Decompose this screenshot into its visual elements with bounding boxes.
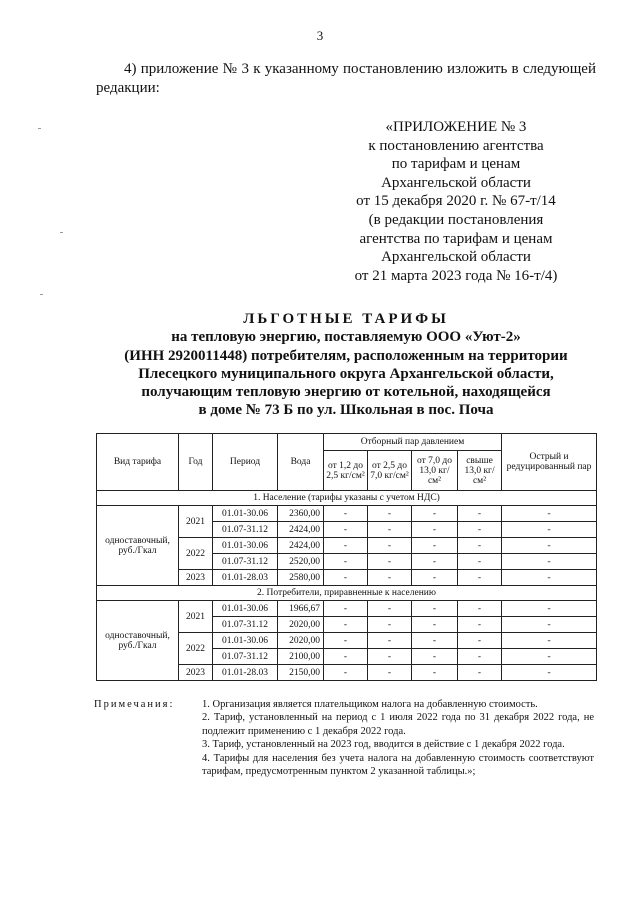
appendix-line: «ПРИЛОЖЕНИЕ № 3 [385,119,527,135]
appendix-line: к постановлению агентства [368,137,544,154]
empty-value-cell: - [412,522,458,538]
empty-value-cell: - [412,554,458,570]
note-item: 3. Тариф, установленный на 2023 год, вводится в действие с 1 декабря 2022 года. [202,739,565,751]
page-number: 3 [316,28,324,43]
empty-value-cell: - [458,538,502,554]
period-cell: 01.01-30.06 [213,506,278,522]
empty-value-cell: - [502,570,597,586]
year-cell: 2021 [179,506,213,538]
period-cell: 01.01-28.03 [213,665,278,681]
empty-value-cell: - [368,554,412,570]
appendix-line: Архангельской области [381,174,531,191]
header-pressure-4: свыше 13,0 кг/см² [458,451,502,491]
water-tariff-cell: 2020,00 [278,633,324,649]
empty-value-cell: - [502,665,597,681]
section-title: 2. Потребители, приравненные к населению [97,586,597,601]
empty-value-cell: - [368,601,412,617]
empty-value-cell: - [368,633,412,649]
year-cell: 2023 [179,665,213,681]
title-line: в доме № 73 Б по ул. Школьная в пос. Поча [198,402,494,419]
header-year: Год [179,434,213,491]
tariff-type-cell: одноставочный, руб./Гкал [97,601,179,681]
empty-value-cell: - [368,649,412,665]
note-item: 4. Тарифы для населения без учета налога на добавленную стоимость соответствуют тарифам, предусмотренным пунктом 2 указанной таблицы.»; [202,752,594,778]
empty-value-cell: - [324,665,368,681]
empty-value-cell: - [458,649,502,665]
empty-value-cell: - [412,601,458,617]
appendix-line: от 21 марта 2023 года № 16-т/4) [354,267,558,284]
title-line: (ИНН 2920011448) потребителям, расположенным на территории [124,347,568,364]
water-tariff-cell: 1966,67 [278,601,324,617]
empty-value-cell: - [368,522,412,538]
period-cell: 01.01-28.03 [213,570,278,586]
header-steam-group: Отборный пар давлением [324,434,502,451]
water-tariff-cell: 2424,00 [278,538,324,554]
water-tariff-cell: 2580,00 [278,570,324,586]
header-pressure-2: от 2,5 до 7,0 кг/см² [368,451,412,491]
water-tariff-cell: 2020,00 [278,617,324,633]
document-title [96,310,596,420]
empty-value-cell: - [502,538,597,554]
water-tariff-cell: 2424,00 [278,522,324,538]
empty-value-cell: - [368,538,412,554]
water-tariff-cell: 2360,00 [278,506,324,522]
empty-value-cell: - [368,506,412,522]
appendix-line: агентства по тарифам и ценам [359,230,553,247]
empty-value-cell: - [412,665,458,681]
header-period: Период [213,434,278,491]
period-cell: 01.07-31.12 [213,522,278,538]
title-line: получающим тепловую энергию от котельной, находящейся [141,384,551,401]
empty-value-cell: - [324,554,368,570]
header-pressure-3: от 7,0 до 13,0 кг/см² [412,451,458,491]
empty-value-cell: - [324,633,368,649]
header-pressure-1: от 1,2 до 2,5 кг/см² [324,451,368,491]
title-line: на тепловую энергию, поставляемую ООО «Уют-2» [171,329,521,346]
tariff-table [96,433,597,681]
empty-value-cell: - [412,649,458,665]
empty-value-cell: - [412,633,458,649]
table-row [97,506,597,522]
note-item: 2. Тариф, установленный на период с 1 июля 2022 года по 31 декабря 2022 года, не подлежит применению с 1 декабря 2022 года. [202,712,594,737]
empty-value-cell: - [412,570,458,586]
empty-value-cell: - [502,522,597,538]
empty-value-cell: - [502,633,597,649]
header-sharp-steam: Острый и редуцированный пар [502,434,597,491]
appendix-line: по тарифам и ценам [391,156,521,173]
note-item: 1. Организация является плательщиком налога на добавленную стоимость. [202,699,538,710]
period-cell: 01.01-30.06 [213,601,278,617]
notes-label: Примечания: [94,699,175,710]
empty-value-cell: - [502,649,597,665]
empty-value-cell: - [502,617,597,633]
header-water: Вода [278,434,324,491]
empty-value-cell: - [368,617,412,633]
empty-value-cell: - [324,538,368,554]
empty-value-cell: - [458,617,502,633]
empty-value-cell: - [324,522,368,538]
header-tariff-type: Вид тарифа [97,434,179,491]
appendix-header [322,118,590,285]
scan-speck [38,128,41,129]
appendix-line: от 15 декабря 2020 г. № 67-т/14 [356,193,556,210]
empty-value-cell: - [458,633,502,649]
period-cell: 01.01-30.06 [213,538,278,554]
empty-value-cell: - [458,522,502,538]
section-row [97,491,597,506]
period-cell: 01.01-30.06 [213,633,278,649]
year-cell: 2023 [179,570,213,586]
empty-value-cell: - [502,601,597,617]
title-line: Плесецкого муниципального округа Архангельской области, [138,365,554,382]
year-cell: 2022 [179,633,213,665]
intro-paragraph: 4) приложение № 3 к указанному постановлению изложить в следующей редакции: [96,61,596,96]
water-tariff-cell: 2150,00 [278,665,324,681]
table-row [97,601,597,617]
scan-speck [60,232,63,233]
empty-value-cell: - [502,506,597,522]
period-cell: 01.07-31.12 [213,617,278,633]
appendix-line: (в редакции постановления [368,211,544,228]
water-tariff-cell: 2100,00 [278,649,324,665]
section-title: 1. Население (тарифы указаны с учетом НДС) [97,491,597,506]
water-tariff-cell: 2520,00 [278,554,324,570]
period-cell: 01.07-31.12 [213,554,278,570]
empty-value-cell: - [502,554,597,570]
empty-value-cell: - [324,649,368,665]
empty-value-cell: - [368,665,412,681]
empty-value-cell: - [324,506,368,522]
empty-value-cell: - [412,506,458,522]
empty-value-cell: - [458,665,502,681]
period-cell: 01.07-31.12 [213,649,278,665]
empty-value-cell: - [412,538,458,554]
tariff-type-cell: одноставочный, руб./Гкал [97,506,179,586]
appendix-line: Архангельской области [381,249,531,266]
empty-value-cell: - [324,617,368,633]
empty-value-cell: - [324,601,368,617]
year-cell: 2021 [179,601,213,633]
section-row [97,586,597,601]
empty-value-cell: - [458,601,502,617]
year-cell: 2022 [179,538,213,570]
empty-value-cell: - [458,554,502,570]
empty-value-cell: - [458,570,502,586]
empty-value-cell: - [368,570,412,586]
empty-value-cell: - [412,617,458,633]
empty-value-cell: - [458,506,502,522]
empty-value-cell: - [324,570,368,586]
title-heading: ЛЬГОТНЫЕ ТАРИФЫ [243,311,449,327]
scan-speck [40,294,43,295]
